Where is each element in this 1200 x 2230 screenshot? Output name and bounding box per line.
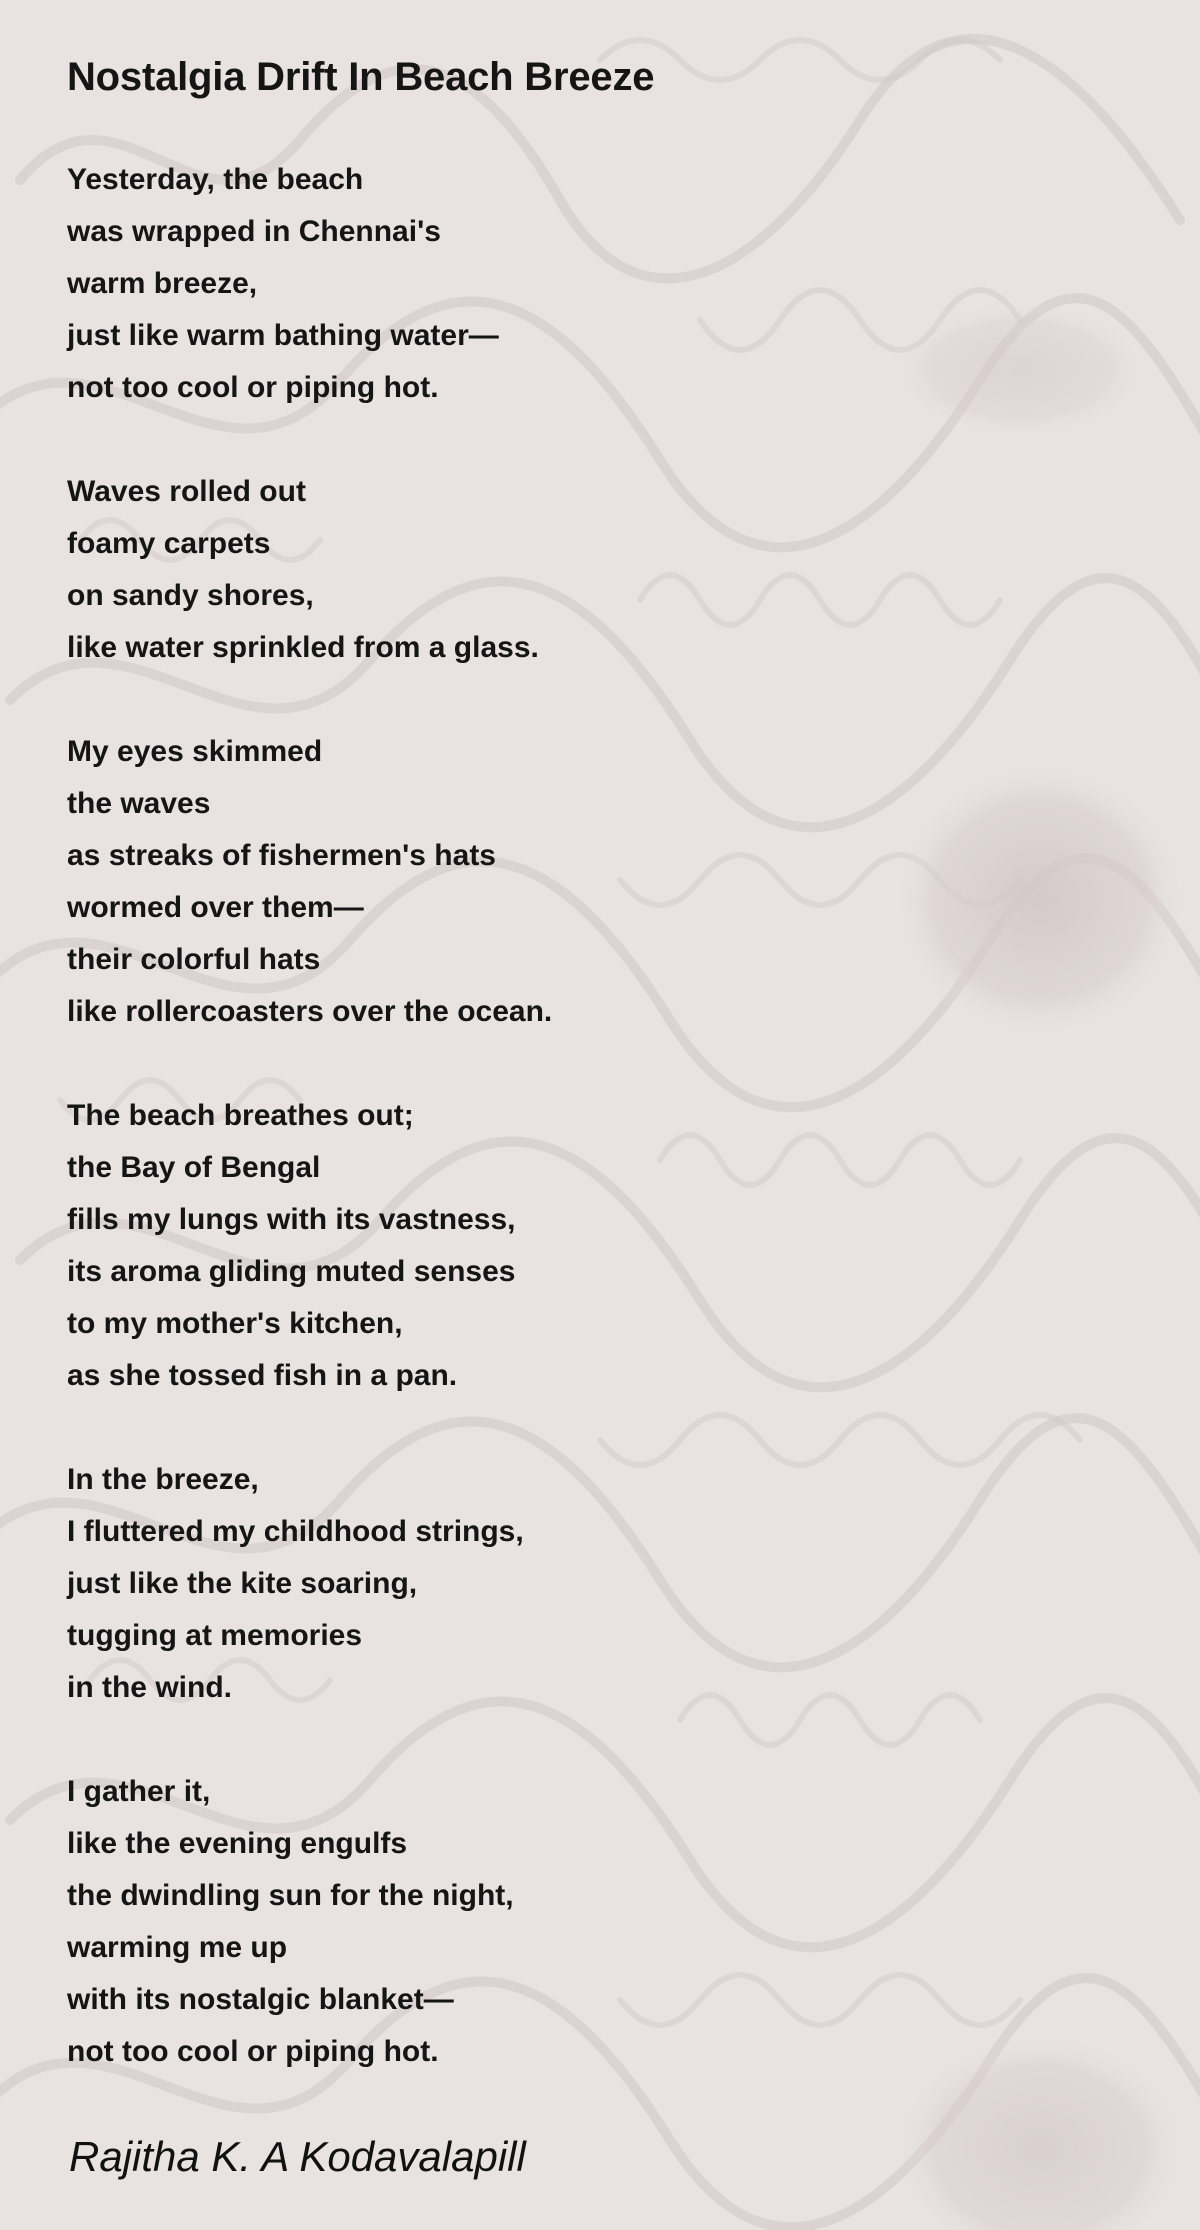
stanza-6	[67, 1766, 1147, 2078]
poem-page	[67, 50, 1147, 2184]
poem-line: fills my lungs with its vastness,	[67, 1203, 516, 1236]
poem-body	[67, 154, 1147, 2078]
poem-line: I gather it,	[67, 1775, 211, 1808]
poem-line: like the evening engulfs	[67, 1827, 408, 1860]
poem-line: to my mother's kitchen,	[67, 1307, 403, 1340]
poem-line: the Bay of Bengal	[67, 1151, 321, 1184]
poem-line: My eyes skimmed	[67, 735, 323, 768]
poem-line: Yesterday, the beach	[67, 163, 364, 196]
poem-line: not too cool or piping hot.	[67, 2035, 439, 2068]
poem-line: like water sprinkled from a glass.	[67, 631, 539, 664]
poem-line: I fluttered my childhood strings,	[67, 1515, 524, 1548]
poem-title: Nostalgia Drift In Beach Breeze	[67, 55, 655, 99]
poem-line: their colorful hats	[67, 943, 321, 976]
poem-line: with its nostalgic blanket—	[67, 1983, 454, 2016]
stanza-5	[67, 1454, 1147, 1714]
stanza-3	[67, 726, 1147, 1038]
poem-line: as she tossed fish in a pan.	[67, 1359, 458, 1392]
poem-line: tugging at memories	[67, 1619, 363, 1652]
poem-line: Waves rolled out	[67, 475, 306, 508]
poem-line: like rollercoasters over the ocean.	[67, 995, 553, 1028]
poem-line: on sandy shores,	[67, 579, 314, 612]
stanza-2	[67, 466, 1147, 674]
poem-line: just like warm bathing water—	[67, 319, 499, 352]
poem-line: The beach breathes out;	[67, 1099, 414, 1132]
poem-line: warm breeze,	[67, 267, 258, 300]
poem-line: wormed over them—	[67, 891, 364, 924]
stanza-4	[67, 1090, 1147, 1402]
poem-line: its aroma gliding muted senses	[67, 1255, 516, 1288]
poem-line: not too cool or piping hot.	[67, 371, 439, 404]
poem-line: warming me up	[67, 1931, 288, 1964]
poem-line: foamy carpets	[67, 527, 271, 560]
poem-line: in the wind.	[67, 1671, 232, 1704]
poem-line: as streaks of fishermen's hats	[67, 839, 496, 872]
poem-line: In the breeze,	[67, 1463, 259, 1496]
poem-author: Rajitha K. A Kodavalapill	[69, 2133, 526, 2180]
poem-line: was wrapped in Chennai's	[67, 215, 441, 248]
poem-line: just like the kite soaring,	[67, 1567, 418, 1600]
poem-line: the waves	[67, 787, 211, 820]
poem-line: the dwindling sun for the night,	[67, 1879, 514, 1912]
stanza-1	[67, 154, 1147, 414]
